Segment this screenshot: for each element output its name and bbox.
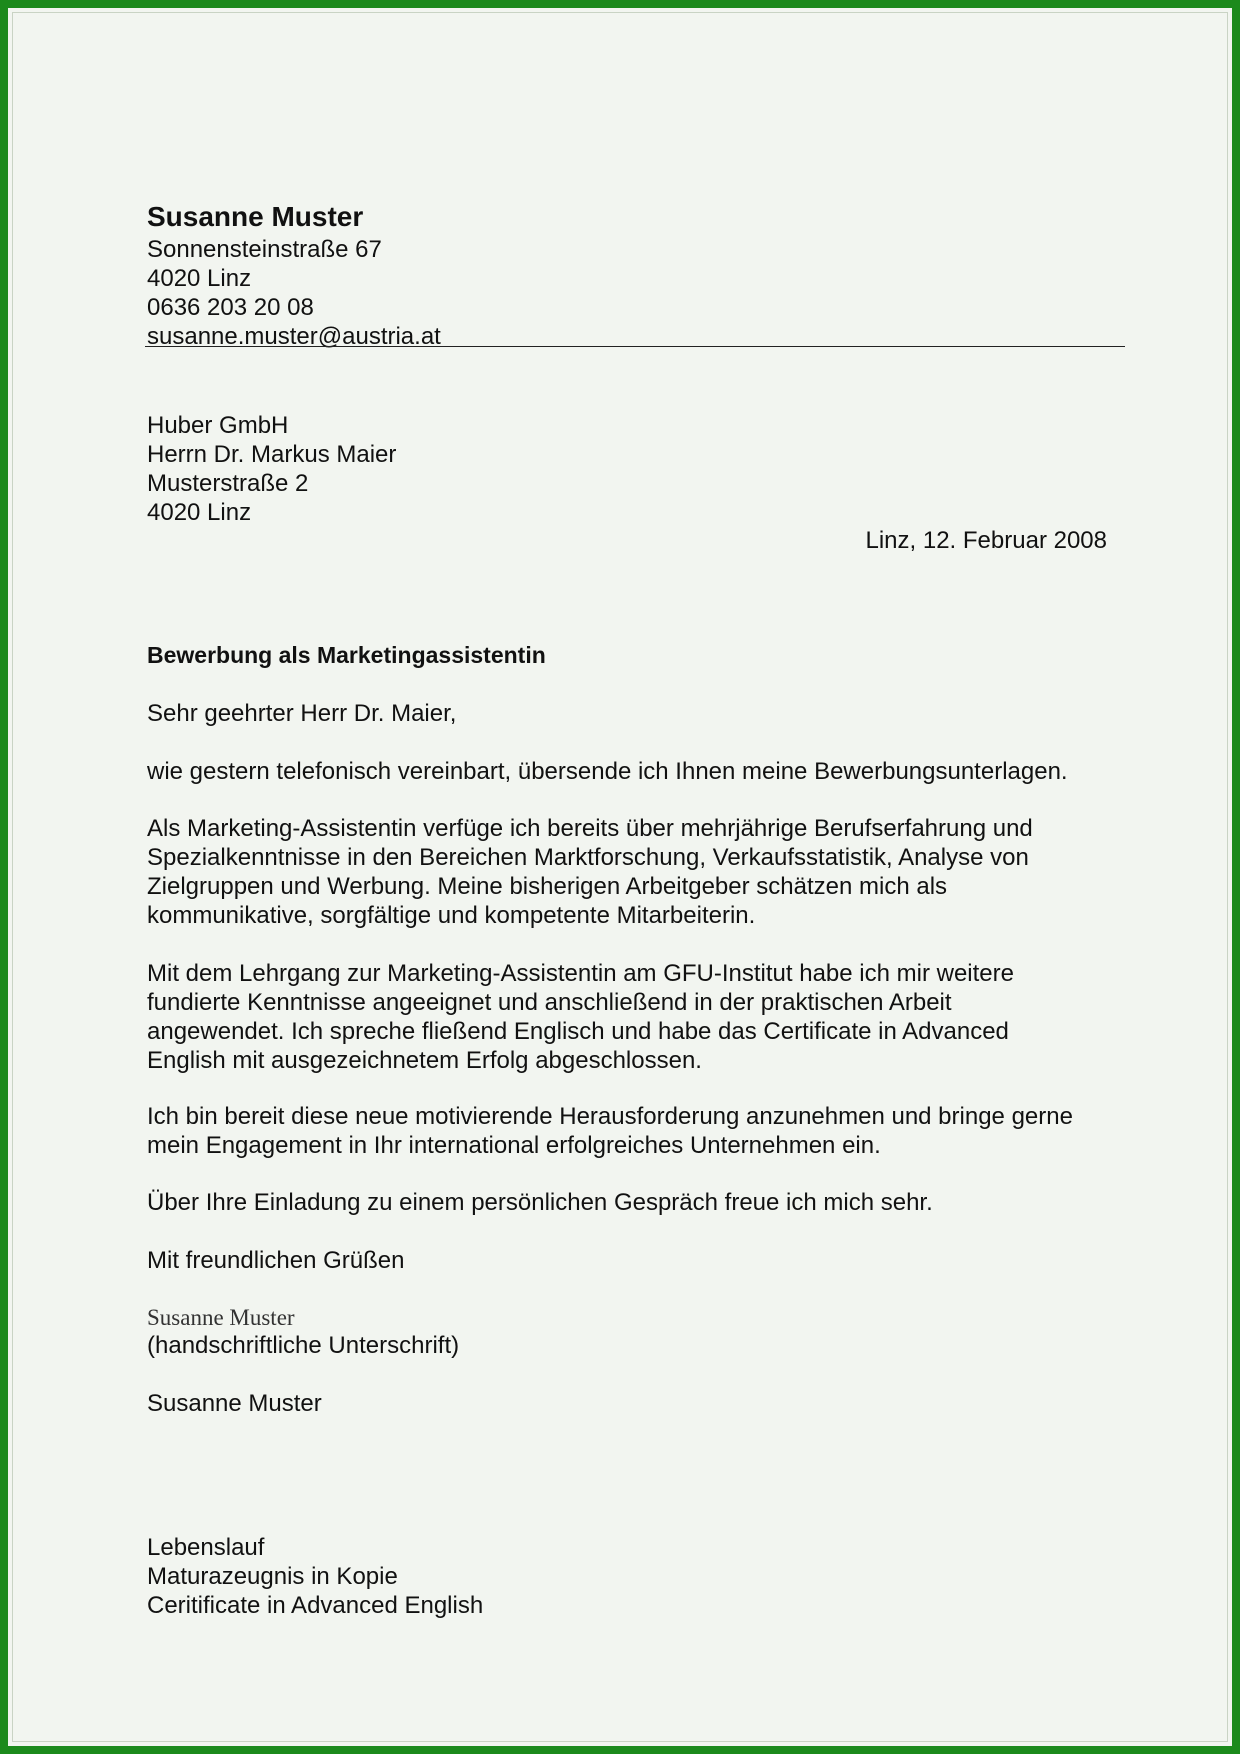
closing: Mit freundlichen Grüßen — [147, 1247, 405, 1274]
paragraph-line: Ich bin bereit diese neue motivierende Herausforderung anzunehmen und bringe gerne — [147, 1103, 1073, 1130]
recipient-person: Herrn Dr. Markus Maier — [147, 441, 397, 468]
sender-email: susanne.muster@austria.at — [147, 323, 441, 350]
paragraph-line: Als Marketing-Assistentin verfüge ich bereits über mehrjährige Berufserfahrung und — [147, 815, 1033, 842]
body-paragraph-4 — [147, 1102, 1073, 1160]
signature-note: (handschriftliche Unterschrift) — [147, 1332, 460, 1359]
paragraph-line: kommunikative, sorgfältige und kompetente Mitarbeiterin. — [147, 902, 756, 929]
sender-street: Sonnensteinstraße 67 — [147, 236, 382, 263]
paragraph-line: Spezialkenntnisse in den Bereichen Marktforschung, Verkaufsstatistik, Analyse von — [147, 844, 1029, 871]
body-paragraph-1 — [147, 757, 1068, 786]
enclosure-item: Ceritificate in Advanced English — [147, 1592, 484, 1619]
sender-name: Susanne Muster — [147, 201, 364, 232]
body-paragraph-5 — [147, 1188, 933, 1217]
sender-address — [147, 235, 441, 351]
enclosure-item: Lebenslauf — [147, 1534, 265, 1561]
recipient-street: Musterstraße 2 — [147, 470, 309, 497]
letter-date: Linz, 12. Februar 2008 — [865, 527, 1107, 554]
header-divider — [145, 346, 1125, 347]
signer-name: Susanne Muster — [147, 1390, 322, 1417]
recipient-company: Huber GmbH — [147, 412, 289, 439]
paragraph-line: mein Engagement in Ihr international erfolgreiches Unternehmen ein. — [147, 1132, 881, 1159]
sender-city: 4020 Linz — [147, 265, 252, 292]
paragraph-line: English mit ausgezeichnetem Erfolg abgeschlossen. — [147, 1047, 702, 1074]
paragraph-line: wie gestern telefonisch vereinbart, übersende ich Ihnen meine Bewerbungsunterlagen. — [147, 758, 1068, 785]
paragraph-line: Zielgruppen und Werbung. Meine bisherigen Arbeitgeber schätzen mich als — [147, 873, 948, 900]
salutation: Sehr geehrter Herr Dr. Maier, — [147, 700, 457, 727]
handwritten-signature: Susanne Muster — [147, 1305, 295, 1330]
recipient-address — [147, 411, 396, 527]
subject-line: Bewerbung als Marketingassistentin — [147, 642, 546, 668]
body-paragraph-2 — [147, 814, 1033, 930]
body-paragraph-3 — [147, 959, 1014, 1075]
paragraph-line: Über Ihre Einladung zu einem persönlichen Gespräch freue ich mich sehr. — [147, 1189, 933, 1216]
recipient-city: 4020 Linz — [147, 499, 252, 526]
paragraph-line: angewendet. Ich spreche fließend Englisch und habe das Certificate in Advanced — [147, 1018, 1009, 1045]
paragraph-line: Mit dem Lehrgang zur Marketing-Assistentin am GFU-Institut habe ich mir weitere — [147, 960, 1014, 987]
enclosures-list — [147, 1533, 483, 1620]
sender-phone: 0636 203 20 08 — [147, 294, 314, 321]
enclosure-item: Maturazeugnis in Kopie — [147, 1563, 398, 1590]
paragraph-line: fundierte Kenntnisse angeeignet und anschließend in der praktischen Arbeit — [147, 989, 952, 1016]
